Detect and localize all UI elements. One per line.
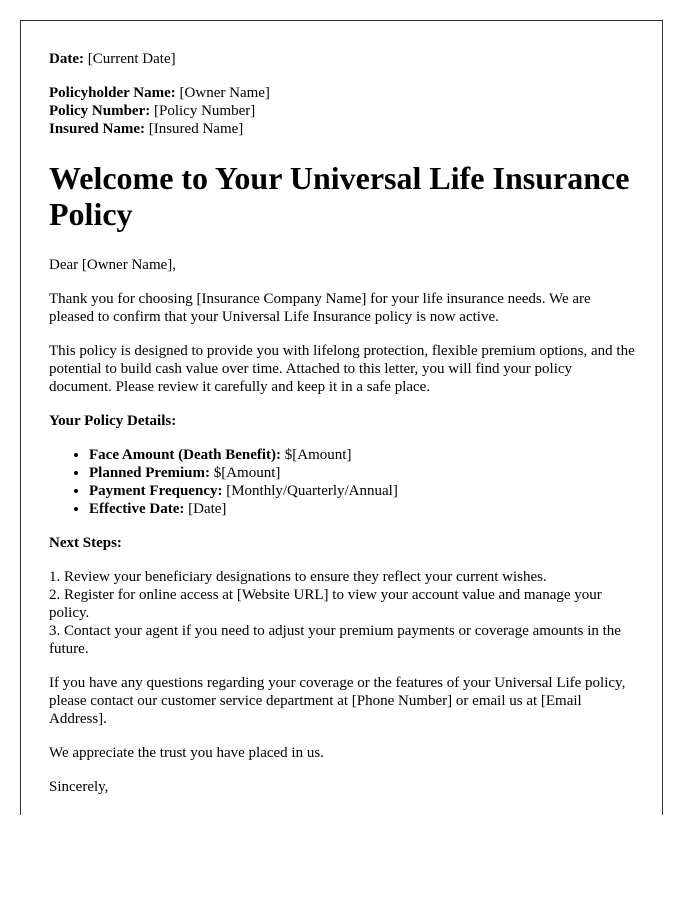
- details-heading: [49, 412, 635, 430]
- salutation: Dear [Owner Name],: [49, 257, 177, 273]
- date-line: [49, 50, 635, 68]
- page-title: Welcome to Your Universal Life Insurance Policy: [49, 160, 630, 232]
- item-label: Effective Date:: [89, 501, 185, 517]
- item-label: Face Amount (Death Benefit):: [89, 447, 282, 463]
- policyholder-label: Policyholder Name:: [49, 85, 176, 101]
- step-item: 1. Review your beneficiary designations to ensure they reflect your current wishes.: [49, 569, 547, 585]
- next-steps-list: [49, 568, 635, 658]
- item-value: [Monthly/Quarterly/Annual]: [226, 483, 398, 499]
- letter-document: [20, 20, 663, 815]
- list-item: [89, 500, 635, 518]
- step-item: 2. Register for online access at [Website URL] to view your account value and manage your policy.: [49, 587, 602, 621]
- list-item: [89, 446, 635, 464]
- list-item: [89, 464, 635, 482]
- item-value: $[Amount]: [213, 465, 281, 481]
- policy-details-list: [49, 446, 635, 518]
- contact-paragraph: If you have any questions regarding your coverage or the features of your Universal Life policy, please contact our customer service department at [Phone Number] or email us at [Email Address].: [49, 675, 626, 727]
- policy-info: [49, 84, 635, 138]
- insured-label: Insured Name:: [49, 121, 145, 137]
- insured-value: [Insured Name]: [148, 121, 244, 137]
- date-value: [Current Date]: [87, 51, 176, 67]
- appreciation-paragraph: We appreciate the trust you have placed in us.: [49, 745, 324, 761]
- details-heading-text: Your Policy Details:: [49, 413, 177, 429]
- policy-number-label: Policy Number:: [49, 103, 151, 119]
- intro-paragraph: Thank you for choosing [Insurance Company Name] for your life insurance needs. We are pleased to confirm that your Universal Life Insurance policy is now active.: [49, 291, 591, 325]
- next-steps-heading: [49, 534, 635, 552]
- step-item: 3. Contact your agent if you need to adjust your premium payments or coverage amounts in the future.: [49, 623, 621, 657]
- closing: Sincerely,: [49, 779, 109, 795]
- policyholder-value: [Owner Name]: [179, 85, 270, 101]
- list-item: [89, 482, 635, 500]
- item-label: Planned Premium:: [89, 465, 210, 481]
- next-steps-heading-text: Next Steps:: [49, 535, 122, 551]
- date-label: Date:: [49, 51, 84, 67]
- item-value: $[Amount]: [284, 447, 352, 463]
- policy-number-value: [Policy Number]: [153, 103, 256, 119]
- item-value: [Date]: [188, 501, 227, 517]
- policy-description-paragraph: This policy is designed to provide you with lifelong protection, flexible premium options, and the potential to build cash value over time. Attached to this letter, you will find your policy document. Please review it carefully and keep it in a safe place.: [49, 343, 635, 395]
- item-label: Payment Frequency:: [89, 483, 223, 499]
